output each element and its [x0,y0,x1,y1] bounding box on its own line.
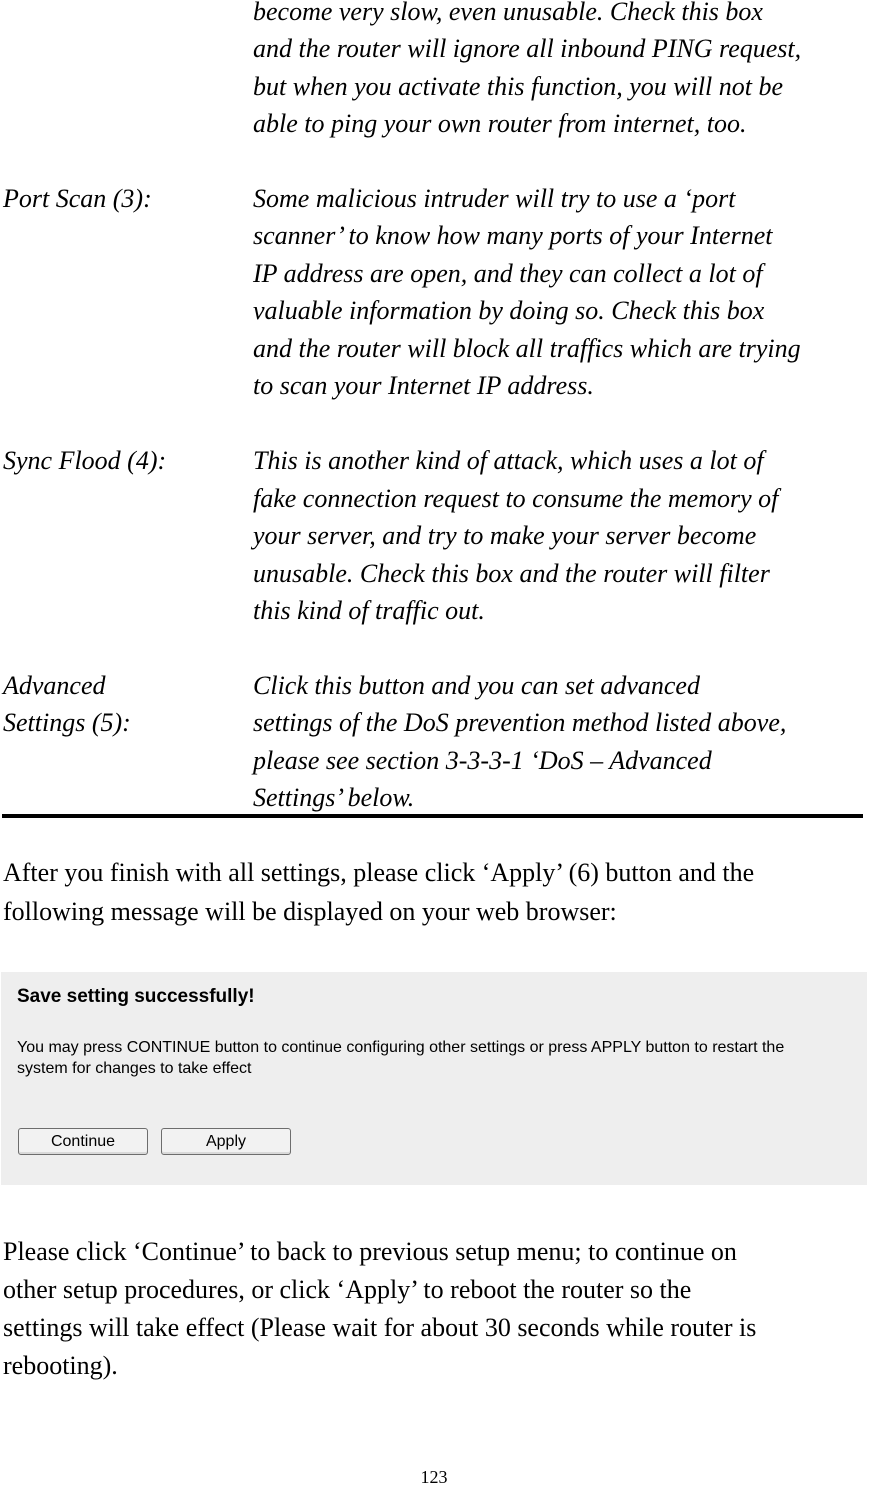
sync-flood-desc-line-2: fake connection request to consume the memory of [253,484,779,513]
continue-button[interactable]: Continue [18,1128,148,1155]
ping-desc-line-1: become very slow, even unusable. Check this box [253,0,763,26]
panel-title: Save setting successfully! [17,986,255,1007]
port-scan-desc-line-3: IP address are open, and they can collect a lot of [253,259,763,288]
advanced-desc-line-4: Settings’ below. [253,783,415,812]
sync-flood-term: Sync Flood (4): [3,446,167,475]
ping-desc-line-2: and the router will ignore all inbound PING request, [253,34,802,63]
apply-button[interactable]: Apply [161,1128,291,1155]
save-success-panel [1,972,867,1185]
advanced-term-line-2: Settings (5): [3,708,131,737]
page-number: 123 [420,1467,448,1487]
advanced-desc-line-3: please see section 3-3-3-1 ‘DoS – Advanced [253,746,712,775]
closing-text-line-1: Please click ‘Continue’ to back to previous setup menu; to continue on [3,1237,737,1266]
closing-text-line-2: other setup procedures, or click ‘Apply’ to reboot the router so the [3,1275,692,1304]
sync-flood-desc-line-3: your server, and try to make your server become [253,521,757,550]
port-scan-desc-line-4: valuable information by doing so. Check this box [253,296,765,325]
sync-flood-desc-line-1: This is another kind of attack, which uses a lot of [253,446,764,475]
sync-flood-desc-line-5: this kind of traffic out. [253,596,485,625]
port-scan-desc-line-6: to scan your Internet IP address. [253,371,594,400]
closing-text-line-4: rebooting). [3,1351,118,1380]
after-text-line-1: After you finish with all settings, please click ‘Apply’ (6) button and the [3,858,755,887]
sync-flood-desc-line-4: unusable. Check this box and the router will filter [253,559,770,588]
advanced-desc-line-2: settings of the DoS prevention method listed above, [253,708,787,737]
ping-desc-line-4: able to ping your own router from internet, too. [253,109,747,138]
panel-message-line-1: You may press CONTINUE button to continue configuring other settings or press APPLY button to restart the [17,1039,785,1056]
ping-desc-line-3: but when you activate this function, you will not be [253,72,784,101]
port-scan-term: Port Scan (3): [3,184,152,213]
panel-message-line-2: system for changes to take effect [17,1060,252,1077]
port-scan-desc-line-2: scanner’ to know how many ports of your Internet [253,221,773,250]
advanced-desc-line-1: Click this button and you can set advanced [253,671,700,700]
port-scan-desc-line-5: and the router will block all traffics which are trying [253,334,801,363]
advanced-term-line-1: Advanced [3,671,106,700]
closing-text-line-3: settings will take effect (Please wait for about 30 seconds while router is [3,1313,757,1342]
table-bottom-rule [2,814,863,818]
after-text-line-2: following message will be displayed on your web browser: [3,897,617,926]
port-scan-desc-line-1: Some malicious intruder will try to use a ‘port [253,184,736,213]
